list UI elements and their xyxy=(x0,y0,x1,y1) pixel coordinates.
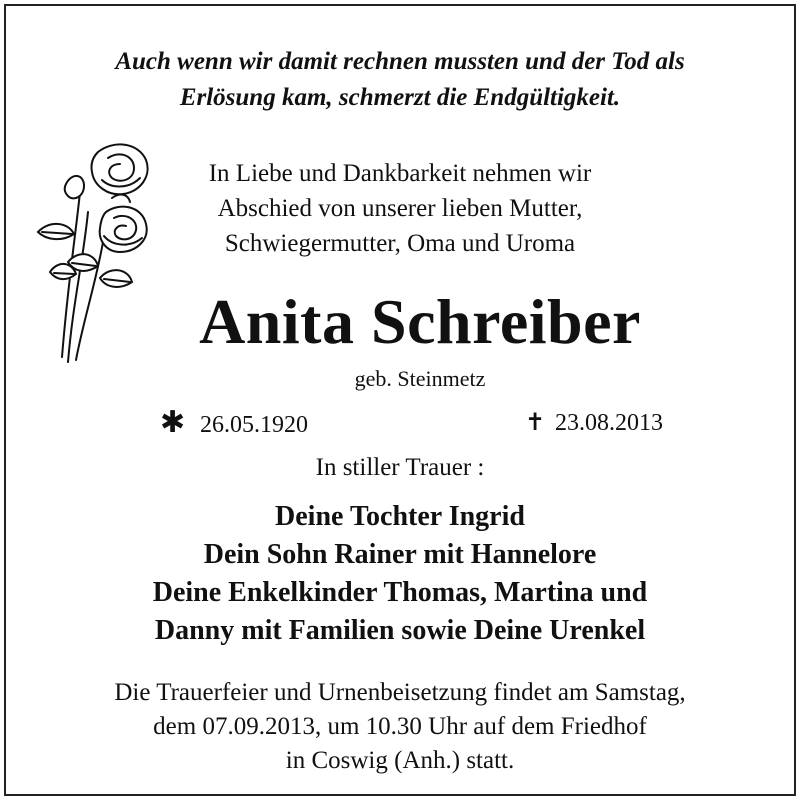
family-line: Deine Enkelkinder Thomas, Martina und xyxy=(152,577,648,608)
death-date: 23.08.2013 xyxy=(555,410,663,436)
intro-text xyxy=(150,156,650,261)
family-line: Deine Tochter Ingrid xyxy=(275,501,525,532)
family-line: Danny mit Familien sowie Deine Urenkel xyxy=(154,615,646,646)
quote-line: Auch wenn wir damit rechnen mussten und der Tod als xyxy=(115,48,685,75)
death-date-row xyxy=(525,408,663,438)
family-line: Dein Sohn Rainer mit Hannelore xyxy=(203,539,597,570)
quote-line: Erlösung kam, schmerzt die Endgültigkeit. xyxy=(179,84,621,111)
family-list xyxy=(0,498,800,650)
funeral-line: Die Trauerfeier und Urnenbeisetzung findet am Samstag, xyxy=(114,679,686,706)
birth-date-row xyxy=(160,408,308,440)
intro-line: In Liebe und Dankbarkeit nehmen wir xyxy=(208,160,592,187)
funeral-line: in Coswig (Anh.) statt. xyxy=(285,747,515,774)
maiden-name: geb. Steinmetz xyxy=(354,366,486,391)
death-cross-icon: ✝ xyxy=(525,410,546,436)
birth-star-icon: ✱ xyxy=(160,406,186,439)
funeral-info xyxy=(0,676,800,778)
birth-date: 26.05.1920 xyxy=(200,412,308,438)
funeral-line: dem 07.09.2013, um 10.30 Uhr auf dem Friedhof xyxy=(153,713,647,740)
mourning-line: In stiller Trauer : xyxy=(315,454,485,481)
deceased-name: Anita Schreiber xyxy=(199,286,641,357)
intro-line: Abschied von unserer lieben Mutter, xyxy=(217,195,583,222)
intro-line: Schwiegermutter, Oma und Uroma xyxy=(224,230,576,257)
quote xyxy=(0,44,800,116)
